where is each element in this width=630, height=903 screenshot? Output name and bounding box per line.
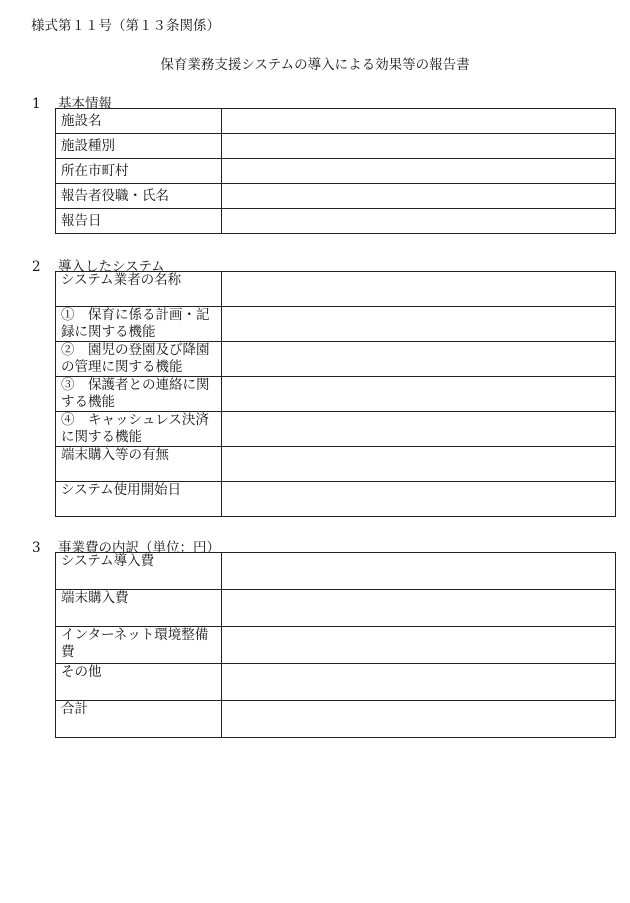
row-label: 所在市町村 — [56, 159, 222, 184]
section-title: 導入したシステム — [58, 259, 165, 275]
row-label: 合計 — [56, 701, 222, 738]
value-cell[interactable] — [222, 664, 616, 701]
value-cell[interactable] — [222, 184, 616, 209]
section-number: 3 — [32, 540, 41, 556]
table-row — [56, 377, 616, 412]
table-row — [56, 482, 616, 517]
row-label: ③ 保護者との連絡に関する機能 — [56, 377, 222, 412]
table-row — [56, 307, 616, 342]
value-cell[interactable] — [222, 412, 616, 447]
value-cell[interactable] — [222, 307, 616, 342]
value-cell[interactable] — [222, 701, 616, 738]
row-label: システム業者の名称 — [56, 272, 222, 307]
table-row — [56, 209, 616, 234]
value-cell[interactable] — [222, 109, 616, 134]
table-row — [56, 159, 616, 184]
table-row — [56, 184, 616, 209]
table-row — [56, 627, 616, 664]
value-cell[interactable] — [222, 377, 616, 412]
row-label: 端末購入等の有無 — [56, 447, 222, 482]
document-title: 保育業務支援システムの導入による効果等の報告書 — [160, 57, 470, 73]
row-label: 施設名 — [56, 109, 222, 134]
section-title: 事業費の内訳（単位：円） — [58, 540, 220, 556]
value-cell[interactable] — [222, 590, 616, 627]
row-label: 報告者役職・氏名 — [56, 184, 222, 209]
system-table — [55, 271, 616, 517]
row-label: その他 — [56, 664, 222, 701]
value-cell[interactable] — [222, 482, 616, 517]
row-label: 報告日 — [56, 209, 222, 234]
row-label: システム使用開始日 — [56, 482, 222, 517]
row-label: 施設種別 — [56, 134, 222, 159]
table-row — [56, 109, 616, 134]
table-row — [56, 342, 616, 377]
form-number: 様式第１１号（第１３条関係） — [31, 18, 220, 34]
value-cell[interactable] — [222, 134, 616, 159]
table-row — [56, 664, 616, 701]
table-row — [56, 447, 616, 482]
section-title: 基本情報 — [58, 96, 112, 112]
value-cell[interactable] — [222, 342, 616, 377]
table-row — [56, 412, 616, 447]
table-row — [56, 590, 616, 627]
row-label: システム導入費 — [56, 553, 222, 590]
table-row — [56, 553, 616, 590]
row-label: 端末購入費 — [56, 590, 222, 627]
value-cell[interactable] — [222, 447, 616, 482]
value-cell[interactable] — [222, 272, 616, 307]
row-label: ② 園児の登園及び降園の管理に関する機能 — [56, 342, 222, 377]
row-label: ④ キャッシュレス決済に関する機能 — [56, 412, 222, 447]
value-cell[interactable] — [222, 553, 616, 590]
table-row — [56, 701, 616, 738]
table-row — [56, 134, 616, 159]
expenses-table — [55, 552, 616, 738]
basic-info-table — [55, 108, 616, 234]
value-cell[interactable] — [222, 627, 616, 664]
table-row — [56, 272, 616, 307]
section-number: 2 — [32, 259, 41, 275]
section-number: 1 — [32, 96, 41, 112]
row-label: ① 保育に係る計画・記録に関する機能 — [56, 307, 222, 342]
value-cell[interactable] — [222, 209, 616, 234]
row-label: インターネット環境整備費 — [56, 627, 222, 664]
value-cell[interactable] — [222, 159, 616, 184]
